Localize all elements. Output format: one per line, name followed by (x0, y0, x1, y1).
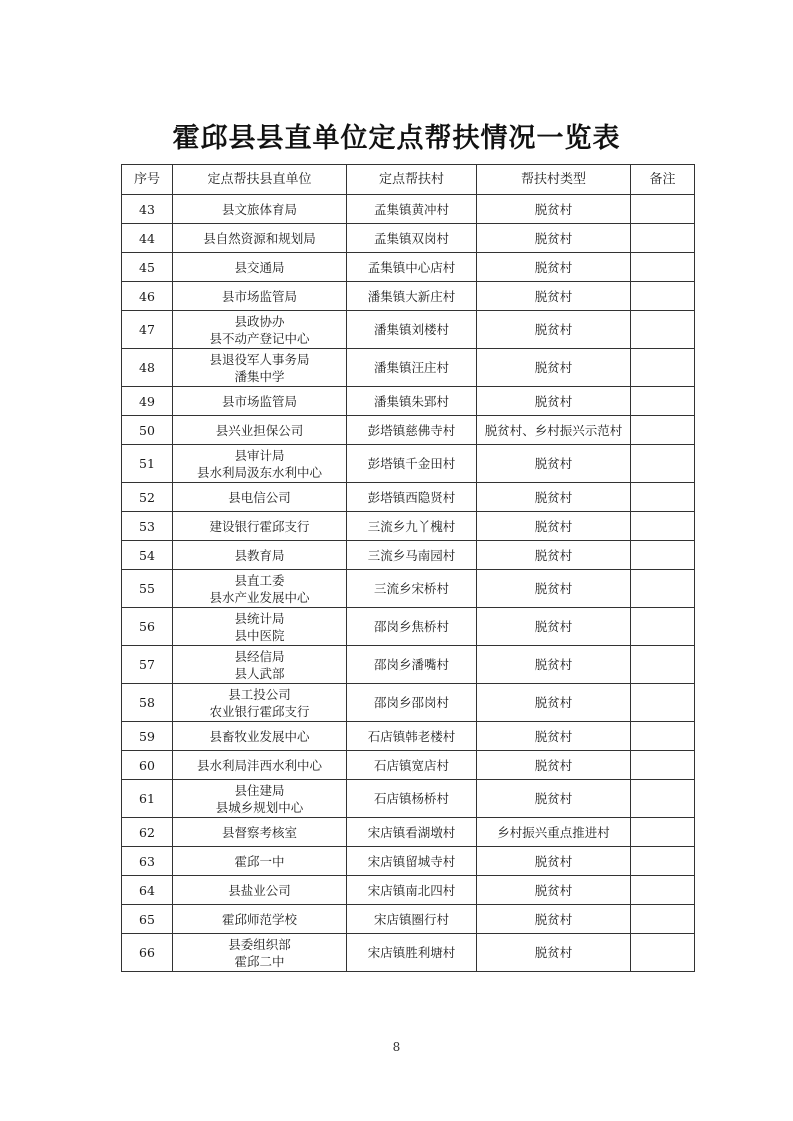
table-row (122, 253, 695, 282)
cell-note (631, 876, 695, 905)
unit-name: 县城乡规划中心 (215, 799, 304, 815)
cell-no: 43 (122, 195, 173, 224)
unit-name: 县交通局 (234, 259, 285, 275)
cell-type: 脱贫村 (477, 253, 631, 282)
cell-note (631, 512, 695, 541)
cell-unit (173, 253, 347, 282)
unit-name: 县水利局汲东水利中心 (196, 464, 322, 480)
cell-unit (173, 847, 347, 876)
cell-unit (173, 780, 347, 818)
unit-name: 霍邱师范学校 (221, 911, 297, 927)
table-row (122, 905, 695, 934)
cell-village: 宋店镇胜利塘村 (347, 934, 477, 972)
cell-no: 45 (122, 253, 173, 282)
unit-name: 县统计局 (234, 610, 285, 626)
cell-no: 64 (122, 876, 173, 905)
cell-village: 潘集镇大新庄村 (347, 282, 477, 311)
cell-village: 邵岗乡邵岗村 (347, 684, 477, 722)
cell-village: 石店镇韩老楼村 (347, 722, 477, 751)
cell-no: 51 (122, 445, 173, 483)
unit-name: 县市场监管局 (221, 393, 297, 409)
unit-name: 县水产业发展中心 (209, 589, 310, 605)
table-row (122, 483, 695, 512)
table-row (122, 818, 695, 847)
cell-type: 脱贫村 (477, 483, 631, 512)
cell-village: 宋店镇南北四村 (347, 876, 477, 905)
cell-type: 脱贫村 (477, 876, 631, 905)
unit-name: 县工投公司 (228, 686, 291, 702)
cell-type: 脱贫村 (477, 780, 631, 818)
cell-no: 54 (122, 541, 173, 570)
cell-no: 52 (122, 483, 173, 512)
table-row (122, 311, 695, 349)
unit-name: 县盐业公司 (228, 882, 291, 898)
cell-village: 宋店镇看湖墩村 (347, 818, 477, 847)
table-row (122, 751, 695, 780)
cell-no: 56 (122, 608, 173, 646)
cell-village: 三流乡马南园村 (347, 541, 477, 570)
cell-village: 宋店镇留城寺村 (347, 847, 477, 876)
table-row (122, 416, 695, 445)
unit-name: 县经信局 (234, 648, 285, 664)
cell-unit (173, 722, 347, 751)
cell-unit (173, 905, 347, 934)
table-header-row (122, 165, 695, 195)
cell-note (631, 387, 695, 416)
cell-village: 彭塔镇西隐贤村 (347, 483, 477, 512)
cell-no: 58 (122, 684, 173, 722)
cell-no: 63 (122, 847, 173, 876)
unit-name: 县住建局 (234, 782, 285, 798)
cell-type: 脱贫村 (477, 646, 631, 684)
cell-village: 潘集镇刘楼村 (347, 311, 477, 349)
cell-no: 47 (122, 311, 173, 349)
cell-village: 石店镇宽店村 (347, 751, 477, 780)
cell-village: 潘集镇朱郢村 (347, 387, 477, 416)
cell-note (631, 934, 695, 972)
cell-village: 石店镇杨桥村 (347, 780, 477, 818)
cell-village: 邵岗乡焦桥村 (347, 608, 477, 646)
cell-village: 潘集镇汪庄村 (347, 349, 477, 387)
cell-type: 乡村振兴重点推进村 (477, 818, 631, 847)
cell-type: 脱贫村 (477, 195, 631, 224)
cell-note (631, 282, 695, 311)
cell-type: 脱贫村 (477, 387, 631, 416)
unit-name: 县教育局 (234, 547, 285, 563)
table-row (122, 876, 695, 905)
assistance-table (121, 164, 695, 972)
cell-note (631, 751, 695, 780)
cell-type: 脱贫村 (477, 934, 631, 972)
unit-name: 县畜牧业发展中心 (209, 728, 310, 744)
cell-note (631, 349, 695, 387)
unit-name: 县兴业担保公司 (215, 422, 304, 438)
cell-unit (173, 195, 347, 224)
cell-type: 脱贫村 (477, 224, 631, 253)
cell-note (631, 608, 695, 646)
cell-unit (173, 818, 347, 847)
cell-note (631, 483, 695, 512)
cell-unit (173, 483, 347, 512)
table-row (122, 282, 695, 311)
cell-unit (173, 876, 347, 905)
cell-note (631, 253, 695, 282)
cell-no: 55 (122, 570, 173, 608)
document-title: 霍邱县县直单位定点帮扶情况一览表 (172, 123, 621, 154)
unit-name: 霍邱二中 (234, 953, 285, 969)
cell-unit (173, 445, 347, 483)
cell-type: 脱贫村 (477, 847, 631, 876)
cell-no: 57 (122, 646, 173, 684)
page-number: 8 (392, 1040, 401, 1054)
table-row (122, 934, 695, 972)
table-row (122, 541, 695, 570)
cell-type: 脱贫村 (477, 541, 631, 570)
unit-name: 县直工委 (234, 572, 285, 588)
unit-name: 县不动产登记中心 (209, 330, 310, 346)
cell-type: 脱贫村 (477, 349, 631, 387)
table-row (122, 349, 695, 387)
unit-name: 县中医院 (234, 627, 285, 643)
cell-note (631, 195, 695, 224)
cell-village: 邵岗乡潘嘴村 (347, 646, 477, 684)
cell-unit (173, 541, 347, 570)
cell-note (631, 684, 695, 722)
unit-name: 县市场监管局 (221, 288, 297, 304)
header-unit: 定点帮扶县直单位 (173, 165, 347, 195)
cell-type: 脱贫村 (477, 751, 631, 780)
cell-no: 62 (122, 818, 173, 847)
cell-type: 脱贫村 (477, 608, 631, 646)
table-row (122, 512, 695, 541)
cell-unit (173, 282, 347, 311)
unit-name: 县人武部 (234, 665, 285, 681)
unit-name: 县退役军人事务局 (209, 351, 310, 367)
cell-unit (173, 512, 347, 541)
cell-type: 脱贫村 (477, 311, 631, 349)
cell-note (631, 847, 695, 876)
cell-no: 61 (122, 780, 173, 818)
cell-note (631, 780, 695, 818)
cell-unit (173, 751, 347, 780)
cell-no: 48 (122, 349, 173, 387)
cell-village: 三流乡宋桥村 (347, 570, 477, 608)
cell-village: 宋店镇圈行村 (347, 905, 477, 934)
cell-unit (173, 684, 347, 722)
unit-name: 县督察考核室 (221, 824, 297, 840)
table-row (122, 224, 695, 253)
cell-note (631, 818, 695, 847)
cell-type: 脱贫村 (477, 512, 631, 541)
cell-unit (173, 608, 347, 646)
cell-no: 66 (122, 934, 173, 972)
cell-no: 60 (122, 751, 173, 780)
cell-no: 50 (122, 416, 173, 445)
unit-name: 县水利局沣西水利中心 (196, 757, 322, 773)
header-type: 帮扶村类型 (477, 165, 631, 195)
header-village: 定点帮扶村 (347, 165, 477, 195)
unit-name: 霍邱一中 (234, 853, 285, 869)
unit-name: 县委组织部 (228, 936, 291, 952)
table-row (122, 387, 695, 416)
cell-note (631, 311, 695, 349)
cell-note (631, 224, 695, 253)
cell-no: 59 (122, 722, 173, 751)
unit-name: 潘集中学 (234, 368, 285, 384)
cell-village: 孟集镇双岗村 (347, 224, 477, 253)
unit-name: 县文旅体育局 (221, 201, 297, 217)
cell-note (631, 445, 695, 483)
header-note: 备注 (631, 165, 695, 195)
unit-name: 县审计局 (234, 447, 285, 463)
cell-type: 脱贫村 (477, 282, 631, 311)
cell-note (631, 570, 695, 608)
table-row (122, 722, 695, 751)
cell-type: 脱贫村、乡村振兴示范村 (477, 416, 631, 445)
cell-village: 孟集镇中心店村 (347, 253, 477, 282)
cell-village: 彭塔镇千金田村 (347, 445, 477, 483)
cell-village: 孟集镇黄冲村 (347, 195, 477, 224)
cell-no: 65 (122, 905, 173, 934)
cell-type: 脱贫村 (477, 684, 631, 722)
cell-no: 53 (122, 512, 173, 541)
cell-type: 脱贫村 (477, 570, 631, 608)
cell-unit (173, 387, 347, 416)
cell-unit (173, 311, 347, 349)
unit-name: 农业银行霍邱支行 (209, 703, 310, 719)
cell-unit (173, 570, 347, 608)
table-body (122, 195, 695, 972)
table-row (122, 570, 695, 608)
unit-name: 县电信公司 (228, 489, 291, 505)
unit-name: 县自然资源和规划局 (203, 230, 316, 246)
cell-village: 三流乡九丫槐村 (347, 512, 477, 541)
cell-type: 脱贫村 (477, 722, 631, 751)
cell-type: 脱贫村 (477, 905, 631, 934)
table-row (122, 780, 695, 818)
cell-no: 44 (122, 224, 173, 253)
cell-unit (173, 934, 347, 972)
cell-unit (173, 416, 347, 445)
header-no: 序号 (122, 165, 173, 195)
table-row (122, 608, 695, 646)
table-row (122, 847, 695, 876)
cell-unit (173, 646, 347, 684)
table-row (122, 445, 695, 483)
cell-note (631, 646, 695, 684)
cell-unit (173, 349, 347, 387)
table-row (122, 684, 695, 722)
unit-name: 县政协办 (234, 313, 285, 329)
cell-no: 49 (122, 387, 173, 416)
cell-type: 脱贫村 (477, 445, 631, 483)
unit-name: 建设银行霍邱支行 (209, 518, 310, 534)
cell-unit (173, 224, 347, 253)
cell-no: 46 (122, 282, 173, 311)
cell-village: 彭塔镇慈佛寺村 (347, 416, 477, 445)
cell-note (631, 905, 695, 934)
table-row (122, 195, 695, 224)
cell-note (631, 541, 695, 570)
cell-note (631, 416, 695, 445)
cell-note (631, 722, 695, 751)
table-row (122, 646, 695, 684)
